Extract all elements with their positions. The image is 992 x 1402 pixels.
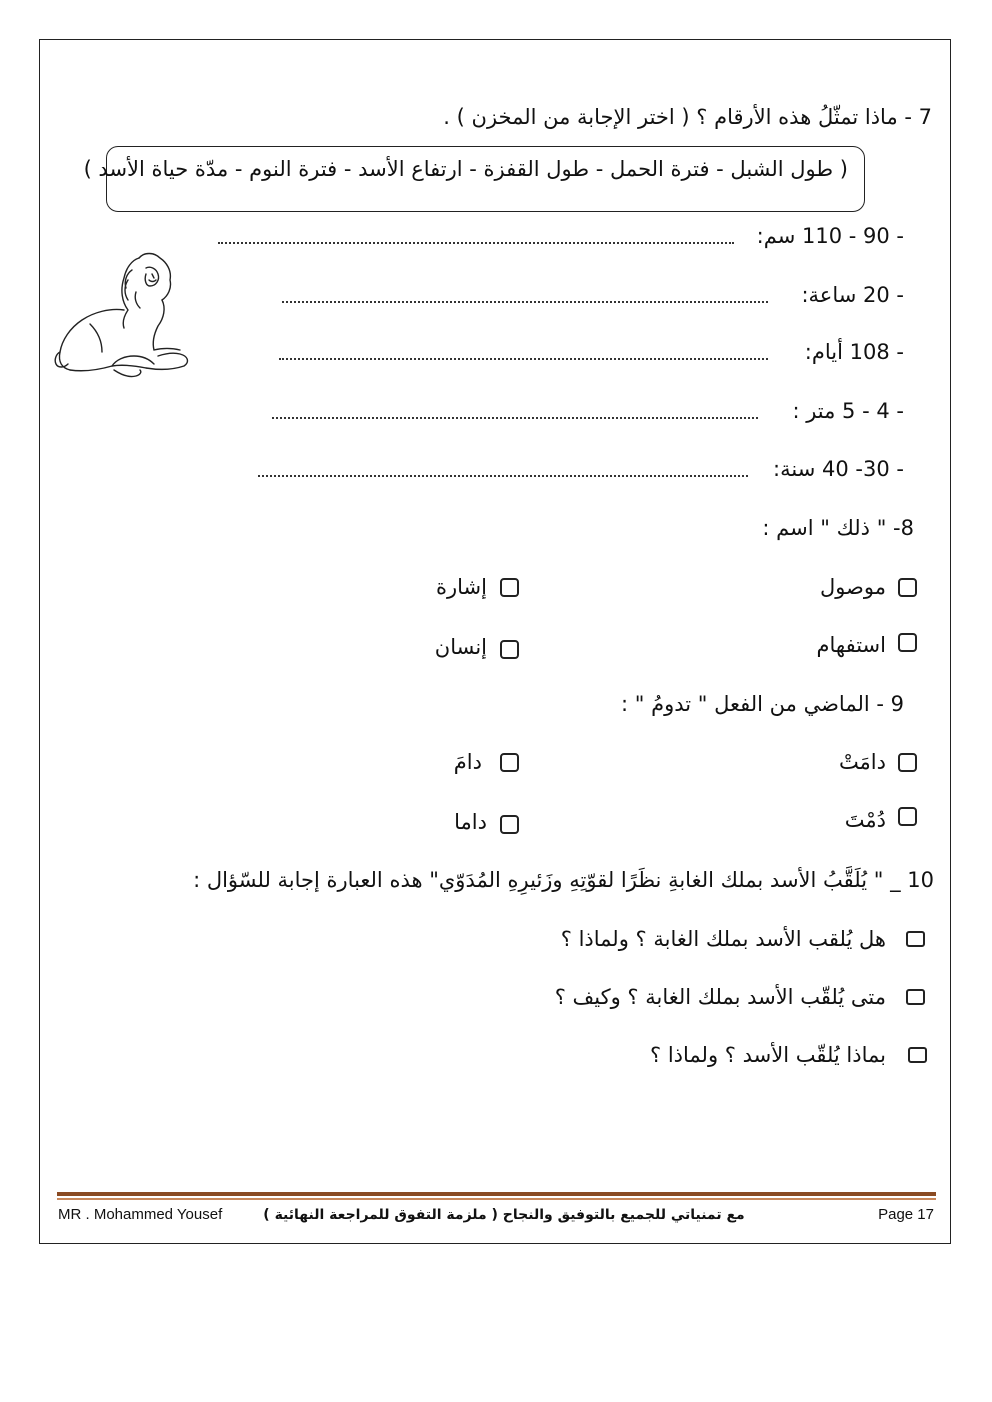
q7-item-5: - 30- 40 سنة: — [773, 457, 904, 481]
q9-checkbox-4[interactable] — [500, 815, 519, 834]
q10-checkbox-1[interactable] — [906, 931, 925, 947]
footer-author: MR . Mohammed Yousef — [58, 1206, 223, 1223]
q8-checkbox-4[interactable] — [500, 640, 519, 659]
q10-option-1: هل يُلقب الأسد بملك الغابة ؟ ولماذا ؟ — [560, 927, 886, 951]
q7-item-1: - 90 - 110 سم: — [756, 224, 904, 248]
q9-option-1: دامَتْ — [838, 750, 886, 774]
footer-rule-dark — [57, 1192, 936, 1196]
q7-answer-line-4[interactable] — [272, 417, 758, 419]
q8-checkbox-1[interactable] — [898, 578, 917, 597]
q9-option-3: دُمْتَ — [844, 808, 886, 832]
q8-option-4: إنسان — [434, 635, 487, 659]
q8-option-2: إشارة — [436, 575, 487, 599]
q10-option-3: بماذا يُلقّب الأسد ؟ ولماذا ؟ — [650, 1043, 886, 1067]
word-bank-text: ( طول الشبل - فترة الحمل - طول القفزة - ارتفاع الأسد - فترة النوم - مدّة حياة الأسد ) — [83, 157, 848, 181]
q9-option-2: دامَ — [453, 750, 482, 774]
q8-option-1: موصول — [819, 575, 886, 599]
q7-answer-line-5[interactable] — [258, 475, 748, 477]
q7-item-4: - 4 - 5 متر : — [792, 399, 904, 423]
q7-answer-line-3[interactable] — [279, 358, 768, 360]
q9-title: 9 - الماضي من الفعل " تدومُ " : — [621, 692, 904, 716]
q8-checkbox-3[interactable] — [898, 633, 917, 652]
q7-item-2: - 20 ساعة: — [801, 283, 904, 307]
footer-rule-light — [57, 1198, 936, 1200]
q10-title: 10 _ " يُلَقَّبُ الأسد بملك الغابةِ نظَرًا لقوّتِهِ وزَئيرِهِ المُدَوّي" هذه العبارة إجابة للسّؤال : — [193, 868, 934, 892]
q8-checkbox-2[interactable] — [500, 578, 519, 597]
q7-answer-line-1[interactable] — [218, 242, 734, 244]
footer-page-number: Page 17 — [878, 1206, 934, 1223]
q8-title: 8- " ذلك " اسم : — [762, 516, 914, 540]
q7-item-3: - 108 أيام: — [804, 340, 904, 364]
q8-option-3: استفهام — [816, 633, 886, 657]
q10-checkbox-3[interactable] — [908, 1047, 927, 1063]
q7-title: 7 - ماذا تمثّلُ هذه الأرقام ؟ ( اختر الإجابة من المخزن ) . — [443, 105, 932, 129]
q9-checkbox-3[interactable] — [898, 807, 917, 826]
lion-sketch-icon — [54, 250, 194, 380]
q9-option-4: داما — [454, 810, 487, 834]
q9-checkbox-2[interactable] — [500, 753, 519, 772]
q9-checkbox-1[interactable] — [898, 753, 917, 772]
q10-option-2: متى يُلقّب الأسد بملك الغابة ؟ وكيف ؟ — [554, 985, 886, 1009]
q7-answer-line-2[interactable] — [282, 301, 768, 303]
footer-wish: مع تمنياتي للجميع بالتوفيق والنجاح ( ملزمة التفوق للمراجعة النهائية ) — [263, 1207, 745, 1223]
q10-checkbox-2[interactable] — [906, 989, 925, 1005]
